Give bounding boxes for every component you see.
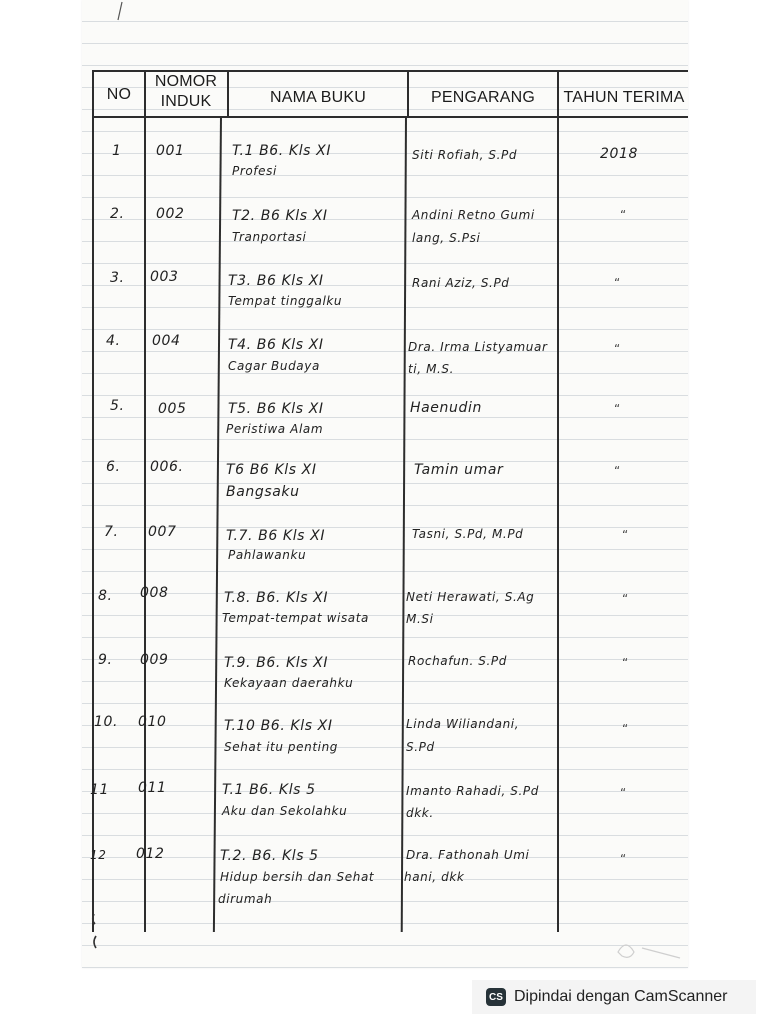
row10-buku-line1: T.10 B6. Kls XI: [224, 718, 333, 734]
row9-no: 9.: [98, 652, 113, 668]
row1-buku-line1: T.1 B6. Kls XI: [232, 143, 332, 159]
row8-pengarang-line1: Neti Herawati, S.Ag: [406, 590, 535, 604]
row4-pengarang-line1: Dra. Irma Listyamuar: [408, 340, 548, 354]
row7-no: 7.: [104, 524, 119, 540]
row2-pengarang-line2: lang, S.Psi: [412, 231, 481, 245]
row12-pengarang-line2: hani, dkk: [404, 870, 465, 884]
row2-buku-line2: Tranportasi: [232, 230, 307, 244]
row5-no: 5.: [110, 398, 125, 414]
row4-pengarang-line2: ti, M.S.: [408, 362, 455, 376]
row11-no: 11: [90, 782, 110, 798]
row7-pengarang-line1: Tasni, S.Pd, M.Pd: [412, 527, 524, 541]
margin-scribble: [88, 910, 102, 950]
row10-tahun: “: [622, 722, 629, 736]
row6-induk: 006.: [150, 459, 184, 475]
row1-buku-line2: Profesi: [232, 164, 277, 178]
row12-pengarang-line1: Dra. Fathonah Umi: [406, 848, 530, 862]
row9-buku-line2: Kekayaan daerahku: [224, 676, 354, 690]
row12-no: 12: [90, 848, 107, 862]
camscanner-logo-icon: CS: [486, 988, 506, 1006]
column-divider-no: [92, 70, 94, 932]
row3-induk: 003: [150, 269, 179, 285]
row7-tahun: “: [622, 528, 629, 542]
row3-tahun: “: [614, 276, 621, 290]
header-nama-buku: NAMA BUKU: [269, 89, 367, 106]
row5-induk: 005: [158, 401, 187, 417]
row4-induk: 004: [152, 333, 181, 349]
row10-no: 10.: [94, 714, 119, 730]
header-tahun-terima: TAHUN TERIMA: [563, 89, 685, 106]
row9-pengarang-line1: Rochafun. S.Pd: [408, 654, 507, 668]
row8-induk: 008: [140, 585, 169, 601]
column-divider-induk: [144, 70, 146, 932]
row10-buku-line2: Sehat itu penting: [224, 740, 339, 754]
row2-buku-line1: T2. B6 Kls XI: [232, 208, 328, 224]
row1-no: 1: [112, 143, 122, 159]
row4-buku-line2: Cagar Budaya: [228, 359, 320, 373]
row10-pengarang-line2: S.Pd: [406, 740, 435, 754]
row3-no: 3.: [110, 270, 125, 286]
row9-induk: 009: [140, 652, 169, 668]
row6-no: 6.: [106, 459, 121, 475]
row9-buku-line1: T.9. B6. Kls XI: [224, 655, 329, 671]
header-pengarang: PENGARANG: [430, 89, 536, 106]
row6-buku-line1: T6 B6 Kls XI: [226, 462, 317, 478]
column-divider-tahun: [557, 70, 559, 932]
row5-buku-line1: T5. B6 Kls XI: [228, 401, 324, 417]
row6-buku-line2: Bangsaku: [226, 484, 300, 500]
row2-tahun: “: [620, 208, 627, 222]
row12-buku-line3: dirumah: [218, 892, 273, 906]
row11-buku-line1: T.1 B6. Kls 5: [222, 782, 316, 798]
header-no: NO: [106, 86, 132, 103]
row3-buku-line1: T3. B6 Kls XI: [228, 273, 324, 289]
row4-tahun: “: [614, 342, 621, 356]
row12-buku-line1: T.2. B6. Kls 5: [220, 848, 319, 864]
page-corner-mark: [112, 0, 126, 24]
row4-buku-line1: T4. B6 Kls XI: [228, 337, 324, 353]
row11-pengarang-line1: Imanto Rahadi, S.Pd: [406, 784, 539, 798]
paper-watermark: [612, 934, 682, 964]
row1-pengarang-line1: Siti Rofiah, S.Pd: [412, 148, 518, 162]
header-induk: INDUK: [160, 93, 212, 110]
row1-tahun: 2018: [600, 146, 639, 162]
row9-tahun: “: [622, 656, 629, 670]
row2-no: 2.: [110, 206, 125, 222]
row8-no: 8.: [98, 588, 113, 604]
camscanner-watermark: [472, 980, 756, 1014]
row10-pengarang-line1: Linda Wiliandani,: [406, 717, 520, 731]
row3-pengarang-line1: Rani Aziz, S.Pd: [412, 276, 510, 290]
row12-buku-line2: Hidup bersih dan Sehat: [220, 870, 375, 884]
row6-tahun: “: [614, 464, 621, 478]
header-nomor: NOMOR: [154, 73, 218, 90]
row10-induk: 010: [138, 714, 167, 730]
row12-induk: 012: [136, 846, 165, 862]
row7-buku-line2: Pahlawanku: [228, 548, 307, 562]
row11-buku-line2: Aku dan Sekolahku: [222, 804, 348, 818]
row8-tahun: “: [622, 592, 629, 606]
table-header-border: [92, 116, 688, 118]
row5-buku-line2: Peristiwa Alam: [226, 422, 324, 436]
row11-pengarang-line2: dkk.: [406, 806, 434, 820]
row5-pengarang-line1: Haenudin: [410, 400, 482, 416]
camscanner-text: Dipindai dengan CamScanner: [514, 988, 728, 1005]
row8-pengarang-line2: M.Si: [406, 612, 434, 626]
row4-no: 4.: [106, 333, 121, 349]
row7-induk: 007: [148, 524, 177, 540]
row1-induk: 001: [156, 143, 185, 159]
row11-induk: 011: [138, 780, 167, 796]
row8-buku-line1: T.8. B6. Kls XI: [224, 590, 329, 606]
row2-induk: 002: [156, 206, 185, 222]
row2-pengarang-line1: Andini Retno Gumi: [412, 208, 535, 222]
row5-tahun: “: [614, 402, 621, 416]
header-nomor-induk: [146, 72, 226, 112]
row6-pengarang-line1: Tamin umar: [414, 462, 504, 478]
row11-tahun: “: [620, 786, 627, 800]
row7-buku-line1: T.7. B6 Kls XI: [226, 528, 326, 544]
row12-tahun: “: [620, 852, 627, 866]
row8-buku-line2: Tempat-tempat wisata: [222, 611, 370, 625]
row3-buku-line2: Tempat tinggalku: [228, 294, 343, 308]
